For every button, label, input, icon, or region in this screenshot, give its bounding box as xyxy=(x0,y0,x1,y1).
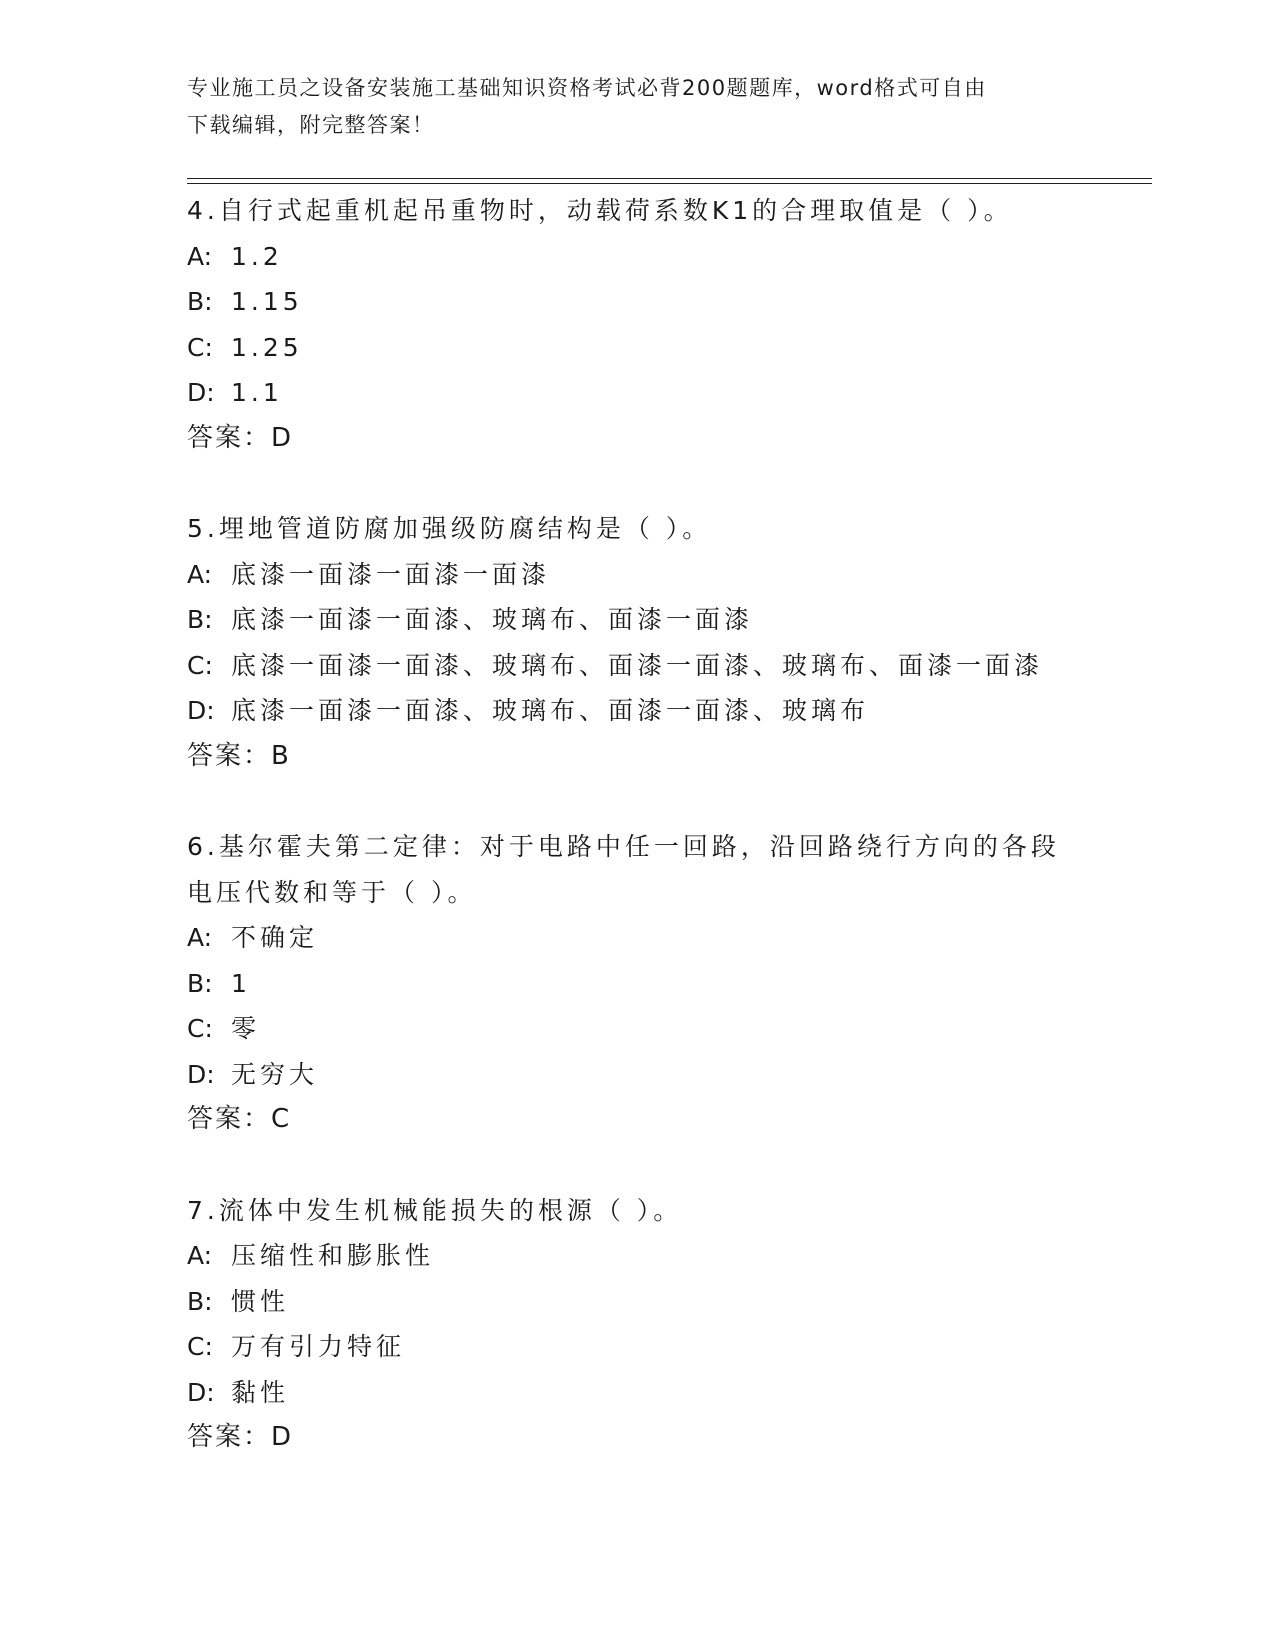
option-label: D: xyxy=(187,1059,215,1089)
option-label: A: xyxy=(187,559,213,589)
header-line-2: 下载编辑，附完整答案！ xyxy=(187,113,435,137)
header-divider-bottom xyxy=(187,183,1152,184)
option-text: 1.2 xyxy=(231,241,283,271)
option-d xyxy=(187,1052,1137,1098)
option-label: C: xyxy=(187,332,213,362)
header-line-1: 专业施工员之设备安装施工基础知识资格考试必背200题题库，word格式可自由 xyxy=(187,76,987,100)
option-text: 底漆一面漆一面漆、玻璃布、面漆一面漆 xyxy=(231,605,754,634)
option-label: B: xyxy=(187,287,213,316)
option-label: C: xyxy=(187,1014,213,1043)
option-text: 1.1 xyxy=(231,378,283,407)
option-text: 万有引力特征 xyxy=(231,1332,406,1361)
option-d xyxy=(187,370,1137,416)
option-a xyxy=(187,552,1137,598)
option-text: 底漆一面漆一面漆、玻璃布、面漆一面漆、玻璃布 xyxy=(231,696,870,725)
option-c xyxy=(187,325,1137,371)
option-c xyxy=(187,643,1137,689)
option-text: 零 xyxy=(231,1014,261,1043)
header-divider-top xyxy=(187,178,1152,179)
option-c xyxy=(187,1324,1137,1370)
option-a xyxy=(187,1233,1137,1279)
option-a xyxy=(187,915,1137,961)
option-text: 压缩性和膨胀性 xyxy=(231,1241,435,1270)
option-label: A: xyxy=(187,923,213,952)
option-text: 1.15 xyxy=(231,287,303,316)
option-label: A: xyxy=(187,241,213,271)
option-d xyxy=(187,688,1137,734)
option-label: D: xyxy=(187,1377,215,1407)
question-4 xyxy=(187,188,1137,461)
answer: 答案：B xyxy=(187,740,291,771)
option-text: 底漆一面漆一面漆一面漆 xyxy=(231,559,551,589)
option-label: D: xyxy=(187,696,215,725)
option-text: 底漆一面漆一面漆、玻璃布、面漆一面漆、玻璃布、面漆一面漆 xyxy=(231,650,1044,680)
option-b xyxy=(187,279,1137,325)
option-text: 黏性 xyxy=(231,1377,290,1407)
option-b xyxy=(187,597,1137,643)
option-b xyxy=(187,961,1137,1007)
question-stem: 7.流体中发生机械能损失的根源（ ）。 xyxy=(187,1195,683,1225)
question-stem: 4.自行式起重机起吊重物时，动载荷系数K1的合理取值是（ ）。 xyxy=(187,196,1013,225)
question-list xyxy=(187,188,1137,1506)
answer: 答案：C xyxy=(187,1104,292,1134)
option-label: D: xyxy=(187,378,215,407)
answer: 答案：D xyxy=(187,1422,294,1452)
option-d xyxy=(187,1370,1137,1416)
question-stem-continued: 电压代数和等于（ ）。 xyxy=(187,877,477,907)
question-6 xyxy=(187,824,1137,1143)
document-header xyxy=(187,70,1087,144)
option-label: B: xyxy=(187,605,213,634)
answer: 答案：D xyxy=(187,422,294,453)
option-text: 惯性 xyxy=(231,1286,290,1316)
option-text: 1.25 xyxy=(231,332,303,362)
question-stem: 6.基尔霍夫第二定律：对于电路中任一回路，沿回路绕行方向的各段 xyxy=(187,832,1060,861)
option-b xyxy=(187,1279,1137,1325)
option-label: C: xyxy=(187,650,213,680)
option-label: B: xyxy=(187,1286,213,1316)
option-label: C: xyxy=(187,1332,213,1361)
option-label: B: xyxy=(187,968,213,998)
question-stem: 5.埋地管道防腐加强级防腐结构是（ ）。 xyxy=(187,514,712,543)
option-label: A: xyxy=(187,1241,213,1270)
option-c xyxy=(187,1006,1137,1052)
question-7 xyxy=(187,1188,1137,1461)
option-a xyxy=(187,234,1137,280)
option-text: 1 xyxy=(231,968,251,998)
question-5 xyxy=(187,506,1137,779)
option-text: 不确定 xyxy=(231,923,319,952)
option-text: 无穷大 xyxy=(231,1059,319,1089)
